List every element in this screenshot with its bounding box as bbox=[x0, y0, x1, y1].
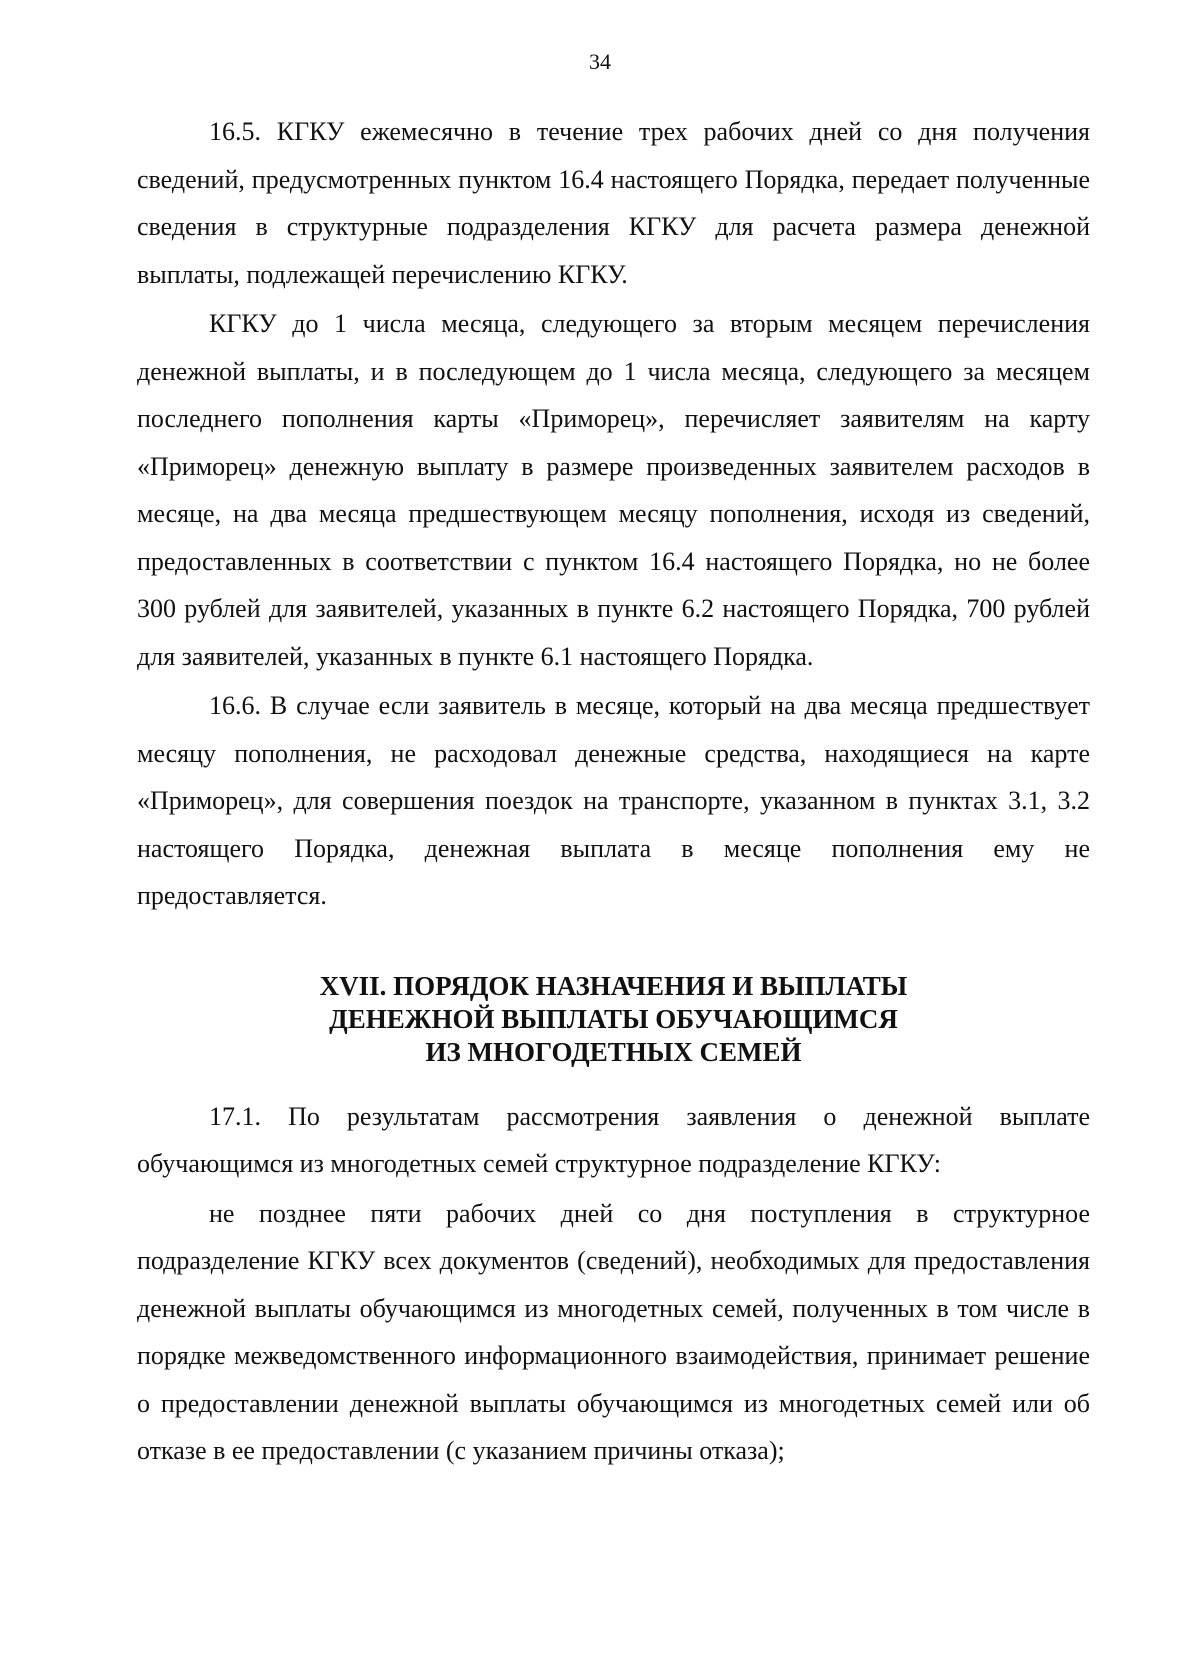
document-body bbox=[137, 108, 1090, 1475]
paragraph-16-5: 16.5. КГКУ ежемесячно в течение трех рабочих дней со дня получения сведений, предусмотренных пунктом 16.4 настоящего Порядка, передает полученные сведения в структурные подразделения КГКУ для расчета размера денежной выплаты, подлежащей перечислению КГКУ. bbox=[137, 117, 1090, 289]
section-heading-xvii bbox=[137, 970, 1090, 1069]
section-heading-line-3: ИЗ МНОГОДЕТНЫХ СЕМЕЙ bbox=[425, 1036, 802, 1067]
paragraph-transfer-terms: КГКУ до 1 числа месяца, следующего за вторым месяцем перечисления денежной выплаты, и в последующем до 1 числа месяца, следующего за месяцем последнего пополнения карты «Приморец», перечисляет заявителям на карту «Приморец» денежную выплату в размере произведенных заявителем расходов в месяце, на два месяца предшествующем месяцу пополнения, исходя из сведений, предоставленных в соответствии с пунктом 16.4 настоящего Порядка, но не более 300 рублей для заявителей, указанных в пункте 6.2 настоящего Порядка, 700 рублей для заявителей, указанных в пункте 6.1 настоящего Порядка. bbox=[137, 309, 1090, 671]
paragraph-decision-deadline: не позднее пяти рабочих дней со дня поступления в структурное подразделение КГКУ всех документов (сведений), необходимых для предоставления денежной выплаты обучающимся из многодетных семей, полученных в том числе в порядке межведомственного информационного взаимодействия, принимает решение о предоставлении денежной выплаты обучающимся из многодетных семей или об отказе в ее предоставлении (с указанием причины отказа); bbox=[137, 1198, 1090, 1465]
section-heading-line-1: XVII. ПОРЯДОК НАЗНАЧЕНИЯ И ВЫПЛАТЫ bbox=[319, 970, 908, 1001]
paragraph-17-1: 17.1. По результатам рассмотрения заявления о денежной выплате обучающимся из многодетных семей структурное подразделение КГКУ: bbox=[137, 1101, 1090, 1178]
page-number: 34 bbox=[589, 49, 611, 74]
paragraph-16-6: 16.6. В случае если заявитель в месяце, который на два месяца предшествует месяцу пополнения, не расходовал денежные средства, находящиеся на карте «Приморец», для совершения поездок на транспорте, указанном в пунктах 3.1, 3.2 настоящего Порядка, денежная выплата в месяце пополнения ему не предоставляется. bbox=[137, 691, 1090, 910]
section-heading-line-2: ДЕНЕЖНОЙ ВЫПЛАТЫ ОБУЧАЮЩИМСЯ bbox=[329, 1003, 898, 1034]
